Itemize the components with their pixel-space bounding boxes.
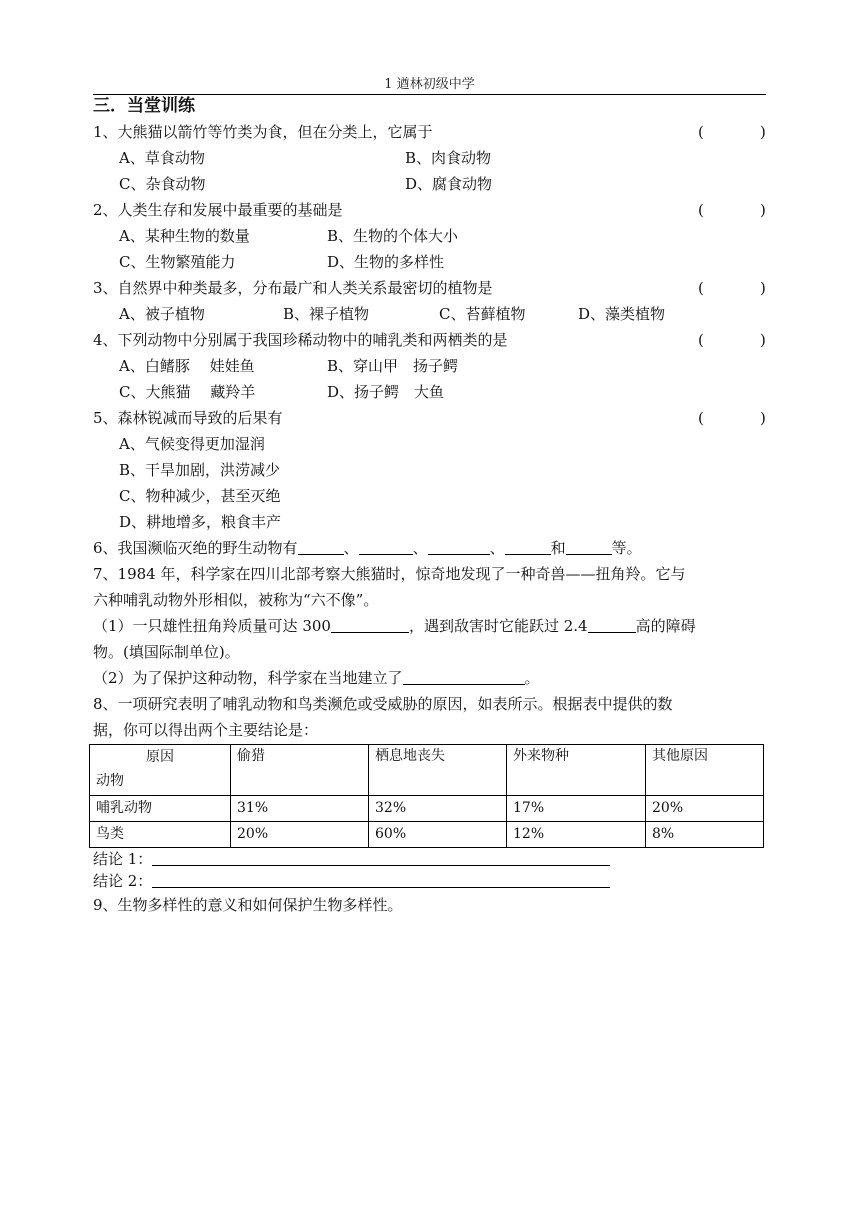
question-7-line-1 bbox=[93, 561, 766, 587]
corner-label-cause: 原因 bbox=[146, 749, 174, 765]
question-6 bbox=[93, 535, 766, 561]
q1-option-d[interactable]: D、腐食动物 bbox=[405, 175, 493, 193]
question-3 bbox=[93, 275, 766, 301]
q5-option-d[interactable]: D、耕地增多，粮食丰产 bbox=[119, 513, 282, 531]
question-1-options-row-1 bbox=[93, 145, 766, 171]
q5-option-row-c bbox=[93, 483, 766, 509]
question-6-prefix: 6、我国濒临灭绝的野生动物有 bbox=[93, 539, 298, 557]
q3-option-a[interactable]: A、被子植物 bbox=[119, 305, 205, 323]
q6-sep: 、 bbox=[343, 539, 359, 557]
paren-open: ( bbox=[698, 279, 704, 297]
conclusion-1 bbox=[93, 848, 766, 870]
question-8-line-1 bbox=[93, 691, 766, 717]
question-2-options-row-2 bbox=[93, 249, 766, 275]
q4-option-c[interactable]: C、大熊猫 藏羚羊 bbox=[119, 383, 256, 401]
q6-and: 和 bbox=[550, 539, 566, 557]
conclusion-2-blank[interactable] bbox=[152, 871, 610, 888]
table-cell: 20% bbox=[231, 822, 369, 848]
q7-mass-unit-blank[interactable] bbox=[331, 616, 409, 633]
paren-open: ( bbox=[698, 331, 704, 349]
q5-option-a[interactable]: A、气候变得更加湿润 bbox=[119, 435, 265, 453]
paren-open: ( bbox=[698, 201, 704, 219]
q7-height-unit-blank[interactable] bbox=[588, 616, 636, 633]
row-label: 哺乳动物 bbox=[90, 796, 231, 822]
q3-option-d[interactable]: D、藻类植物 bbox=[578, 305, 666, 323]
question-1 bbox=[93, 119, 766, 145]
table-cell: 60% bbox=[369, 822, 507, 848]
table-header-row bbox=[90, 745, 764, 796]
table-cell: 8% bbox=[646, 822, 764, 848]
q5-option-row-d bbox=[93, 509, 766, 535]
q1-option-b[interactable]: B、肉食动物 bbox=[405, 149, 492, 167]
table-row bbox=[90, 796, 764, 822]
q5-option-row-b bbox=[93, 457, 766, 483]
q1-option-c[interactable]: C、杂食动物 bbox=[119, 175, 206, 193]
threat-causes-table bbox=[89, 744, 764, 848]
q6-blank-1[interactable] bbox=[298, 538, 344, 555]
q6-blank-2[interactable] bbox=[359, 538, 413, 555]
table-header-cell: 栖息地丧失 bbox=[369, 745, 507, 796]
question-4-options-row-1 bbox=[93, 353, 766, 379]
conclusion-2 bbox=[93, 870, 766, 892]
question-2 bbox=[93, 197, 766, 223]
question-4-options-row-2 bbox=[93, 379, 766, 405]
question-5 bbox=[93, 405, 766, 431]
answer-parens[interactable] bbox=[698, 119, 766, 145]
paren-close: ) bbox=[760, 201, 766, 219]
question-1-text: 1、大熊猫以箭竹等竹类为食，但在分类上，它属于 bbox=[93, 123, 433, 141]
question-7-text-2: 六种哺乳动物外形相似，被称为“六不像”。 bbox=[93, 591, 379, 609]
question-8-text: 8、一项研究表明了哺乳动物和鸟类濒危或受威胁的原因，如表所示。根据表中提供的数 bbox=[93, 695, 673, 713]
q4-option-a[interactable]: A、白鳍豚 娃娃鱼 bbox=[119, 357, 255, 375]
table-header-cell: 其他原因 bbox=[646, 745, 764, 796]
section-title: 三．当堂训练 bbox=[93, 96, 195, 116]
table-cell: 12% bbox=[507, 822, 646, 848]
q6-blank-3[interactable] bbox=[428, 538, 490, 555]
question-3-options bbox=[93, 301, 766, 327]
q4-option-b[interactable]: B、穿山甲 扬子鳄 bbox=[327, 357, 459, 375]
page-header: 1 遒林初级中学 bbox=[93, 73, 766, 95]
q7-part-2-text: （2）为了保护这种动物，科学家在当地建立了 bbox=[93, 669, 403, 687]
q5-option-c[interactable]: C、物种减少，甚至灭绝 bbox=[119, 487, 281, 505]
question-7-part-1 bbox=[93, 613, 766, 639]
question-9-text: 9、生物多样性的意义和如何保护生物多样性。 bbox=[93, 896, 403, 914]
answer-parens[interactable] bbox=[698, 275, 766, 301]
question-4-text: 4、下列动物中分别属于我国珍稀动物中的哺乳类和两栖类的是 bbox=[93, 331, 508, 349]
q2-option-b[interactable]: B、生物的个体大小 bbox=[327, 227, 459, 245]
table-cell: 32% bbox=[369, 796, 507, 822]
paren-open: ( bbox=[698, 123, 704, 141]
q7-part-1-text-4: 物。(填国际制单位)。 bbox=[93, 643, 240, 661]
table-header-cell: 外来物种 bbox=[507, 745, 646, 796]
paren-close: ) bbox=[760, 331, 766, 349]
question-7-part-1-cont bbox=[93, 639, 766, 665]
table-row bbox=[90, 822, 764, 848]
table-cell: 17% bbox=[507, 796, 646, 822]
q2-option-c[interactable]: C、生物繁殖能力 bbox=[119, 253, 236, 271]
paren-close: ) bbox=[760, 409, 766, 427]
paren-close: ) bbox=[760, 123, 766, 141]
q7-part-1-text-3: 高的障碍 bbox=[635, 617, 696, 635]
paren-open: ( bbox=[698, 409, 704, 427]
question-2-options-row-1 bbox=[93, 223, 766, 249]
question-9 bbox=[93, 892, 766, 918]
q6-sep: 、 bbox=[489, 539, 505, 557]
q6-sep: 、 bbox=[412, 539, 428, 557]
question-7-text: 7、1984 年，科学家在四川北部考察大熊猫时，惊奇地发现了一种奇兽——扭角羚。它与 bbox=[93, 565, 686, 583]
question-2-text: 2、人类生存和发展中最重要的基础是 bbox=[93, 201, 343, 219]
corner-label-animal: 动物 bbox=[96, 773, 124, 789]
q7-reserve-blank[interactable] bbox=[403, 668, 525, 685]
worksheet-content bbox=[93, 93, 766, 918]
question-8-text-2: 据，你可以得出两个主要结论是： bbox=[93, 721, 319, 739]
q4-option-d[interactable]: D、扬子鳄 大鱼 bbox=[327, 383, 445, 401]
paren-close: ) bbox=[760, 279, 766, 297]
q3-option-c[interactable]: C、苔藓植物 bbox=[439, 305, 526, 323]
q5-option-b[interactable]: B、干旱加剧，洪涝减少 bbox=[119, 461, 281, 479]
row-label: 鸟类 bbox=[90, 822, 231, 848]
q7-part-1-text: （1）一只雄性扭角羚质量可达 300 bbox=[93, 617, 331, 635]
q6-suffix: 等。 bbox=[611, 539, 642, 557]
q6-blank-5[interactable] bbox=[566, 538, 612, 555]
q2-option-d[interactable]: D、生物的多样性 bbox=[327, 253, 445, 271]
conclusion-1-blank[interactable] bbox=[152, 849, 610, 866]
conclusion-2-label: 结论 2： bbox=[93, 872, 153, 890]
answer-parens[interactable] bbox=[698, 405, 766, 431]
question-7-line-2 bbox=[93, 587, 766, 613]
table-cell: 31% bbox=[231, 796, 369, 822]
conclusion-1-label: 结论 1： bbox=[93, 850, 153, 868]
table-corner-cell bbox=[90, 745, 231, 796]
answer-parens[interactable] bbox=[698, 197, 766, 223]
q1-option-a[interactable]: A、草食动物 bbox=[119, 149, 205, 167]
q7-part-2-end: 。 bbox=[524, 669, 540, 687]
q6-blank-4[interactable] bbox=[505, 538, 551, 555]
q7-part-1-text-2: ，遇到敌害时它能跃过 2.4 bbox=[408, 617, 588, 635]
question-5-text: 5、森林锐减而导致的后果有 bbox=[93, 409, 283, 427]
table-header-cell: 偷猎 bbox=[231, 745, 369, 796]
question-8-line-2 bbox=[93, 717, 766, 743]
q5-option-row-a bbox=[93, 431, 766, 457]
answer-parens[interactable] bbox=[698, 327, 766, 353]
question-4 bbox=[93, 327, 766, 353]
question-3-text: 3、自然界中种类最多，分布最广和人类关系最密切的植物是 bbox=[93, 279, 493, 297]
q2-option-a[interactable]: A、某种生物的数量 bbox=[119, 227, 250, 245]
table-cell: 20% bbox=[646, 796, 764, 822]
q3-option-b[interactable]: B、裸子植物 bbox=[283, 305, 370, 323]
question-7-part-2 bbox=[93, 665, 766, 691]
question-1-options-row-2 bbox=[93, 171, 766, 197]
